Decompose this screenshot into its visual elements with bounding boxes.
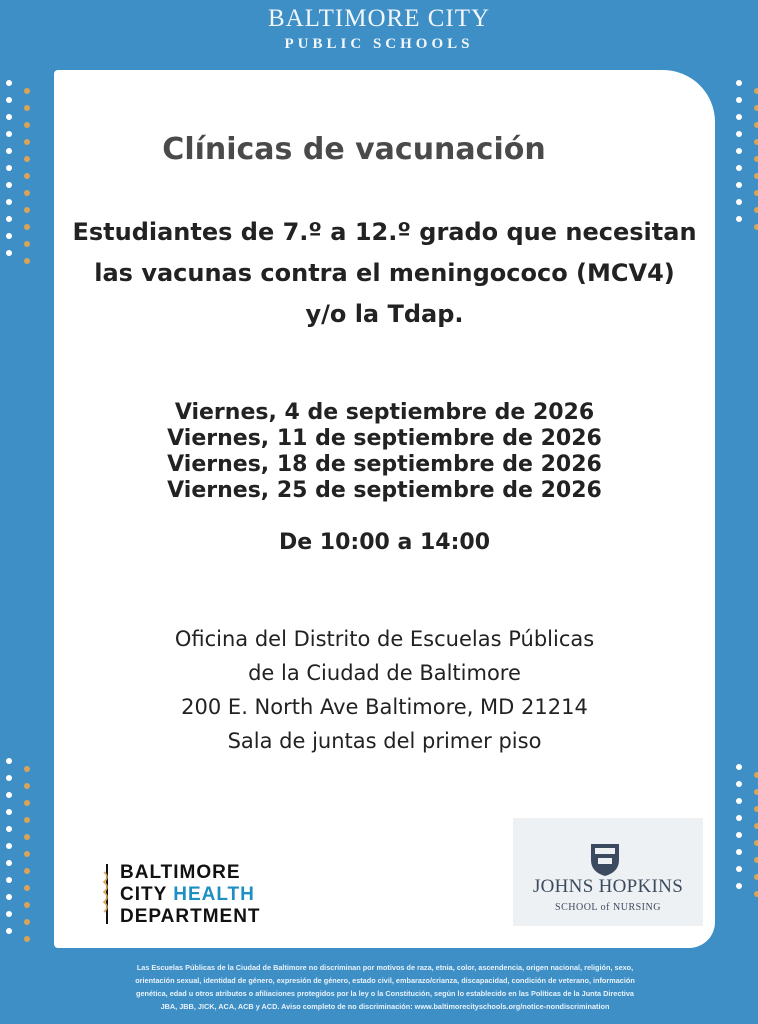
decorative-dot — [754, 823, 758, 829]
location-line: de la Ciudad de Baltimore — [248, 661, 521, 685]
nondiscrimination-notice — [60, 961, 710, 1013]
flyer-card — [54, 70, 715, 948]
location-line: 200 E. North Ave Baltimore, MD 21214 — [181, 695, 588, 719]
decorative-dot — [754, 122, 758, 128]
decorative-dot — [736, 114, 742, 120]
decorative-dot — [24, 902, 30, 908]
decorative-dot — [6, 80, 12, 86]
decorative-dot — [736, 883, 742, 889]
decorative-dot — [24, 834, 30, 840]
decorative-dot — [24, 783, 30, 789]
notice-line: genética, edad u otros atributos o afiliaciones protegidos por la ley o la Constitución, según lo establecido en las Políticas de la Junta Directiva — [136, 989, 634, 998]
clinic-location — [54, 622, 715, 758]
decorative-dot — [24, 190, 30, 196]
decorative-dot — [24, 122, 30, 128]
decorative-dot — [6, 182, 12, 188]
decorative-dot — [754, 139, 758, 145]
decorative-dot — [736, 165, 742, 171]
decorative-dot — [736, 781, 742, 787]
decorative-dot — [6, 97, 12, 103]
decorative-dot — [6, 860, 12, 866]
flyer-subtitle — [54, 212, 715, 335]
subtitle-line: Estudiantes de 7.º a 12.º grado que necesitan — [72, 218, 697, 246]
decorative-dot — [736, 97, 742, 103]
subtitle-line: las vacunas contra el meningococo (MCV4) — [94, 259, 675, 287]
decorative-dot — [24, 207, 30, 213]
decorative-dot — [24, 105, 30, 111]
decorative-dot — [24, 868, 30, 874]
bchd-health: HEALTH — [173, 884, 255, 905]
notice-line: orientación sexual, identidad de género, expresión de género, estado civil, embarazo/crianza, discapacidad, condición de veterano, información — [135, 976, 635, 985]
decorative-dots-right-bottom — [732, 764, 758, 914]
decorative-dot — [24, 766, 30, 772]
decorative-dot — [736, 764, 742, 770]
decorative-dot — [6, 216, 12, 222]
bchd-city: CITY — [120, 884, 174, 905]
decorative-dot — [754, 190, 758, 196]
decorative-dot — [24, 258, 30, 264]
jhu-name: JOHNS HOPKINS — [532, 876, 684, 897]
clinic-time: De 10:00 a 14:00 — [278, 530, 491, 555]
decorative-dot — [6, 843, 12, 849]
decorative-dot — [754, 857, 758, 863]
decorative-dot — [24, 156, 30, 162]
decorative-dot — [6, 809, 12, 815]
decorative-dot — [24, 936, 30, 942]
decorative-dots-left-bottom — [2, 758, 30, 948]
decorative-dot — [736, 815, 742, 821]
decorative-dot — [6, 199, 12, 205]
decorative-dot — [24, 800, 30, 806]
location-line: Sala de juntas del primer piso — [227, 729, 542, 753]
decorative-dot — [6, 131, 12, 137]
decorative-dot — [754, 173, 758, 179]
decorative-dot — [6, 148, 12, 154]
decorative-dot — [736, 216, 742, 222]
location-line: Oficina del Distrito de Escuelas Públicas — [174, 627, 595, 651]
decorative-dot — [6, 250, 12, 256]
decorative-dot — [736, 866, 742, 872]
subtitle-line: y/o la Tdap. — [305, 300, 464, 328]
decorative-dot — [24, 885, 30, 891]
decorative-dot — [6, 877, 12, 883]
decorative-dot — [736, 148, 742, 154]
johns-hopkins-nursing-logo — [513, 818, 703, 926]
notice-line: JBA, JBB, JICK, ACA, ACB y ACD. Aviso completo de no discriminación: www.baltimorecityschools.org/notice-nondiscrimination — [160, 1002, 610, 1011]
decorative-dot — [24, 919, 30, 925]
decorative-dot — [736, 798, 742, 804]
decorative-dot — [754, 105, 758, 111]
decorative-dot — [6, 894, 12, 900]
bchd-line3: DEPARTMENT — [120, 906, 261, 927]
decorative-dot — [754, 840, 758, 846]
bcps-logo-header — [0, 4, 758, 54]
decorative-dot — [6, 165, 12, 171]
decorative-dot — [6, 792, 12, 798]
shield-icon — [589, 842, 621, 878]
decorative-dot — [754, 224, 758, 230]
decorative-dot — [754, 207, 758, 213]
decorative-dots-left-top — [2, 80, 30, 270]
decorative-dots-right-top — [732, 80, 758, 250]
date-item: Viernes, 25 de septiembre de 2026 — [167, 478, 602, 503]
decorative-dot — [736, 131, 742, 137]
notice-line: Las Escuelas Públicas de la Ciudad de Baltimore no discriminan por motivos de raza, etnia, color, ascendencia, origen nacional, religión, sexo, — [136, 963, 634, 972]
decorative-dot — [754, 772, 758, 778]
decorative-dot — [736, 182, 742, 188]
bchd-line1: BALTIMORE — [120, 862, 241, 883]
caduceus-icon — [103, 864, 111, 924]
decorative-dot — [6, 233, 12, 239]
decorative-dot — [736, 832, 742, 838]
decorative-dot — [24, 173, 30, 179]
decorative-dot — [24, 139, 30, 145]
decorative-dot — [24, 817, 30, 823]
flyer-title: Clínicas de vacunación — [162, 132, 546, 167]
jhu-sub: SCHOOL of NURSING — [555, 902, 661, 913]
decorative-dot — [6, 114, 12, 120]
decorative-dot — [736, 80, 742, 86]
clinic-dates — [54, 400, 715, 504]
decorative-dot — [736, 849, 742, 855]
date-item: Viernes, 4 de septiembre de 2026 — [174, 400, 595, 425]
decorative-dot — [24, 224, 30, 230]
header-line2: PUBLIC SCHOOLS — [284, 36, 474, 52]
decorative-dot — [754, 874, 758, 880]
decorative-dot — [24, 851, 30, 857]
decorative-dot — [754, 789, 758, 795]
decorative-dot — [6, 775, 12, 781]
decorative-dot — [754, 88, 758, 94]
date-item: Viernes, 11 de septiembre de 2026 — [167, 426, 602, 451]
decorative-dot — [754, 891, 758, 897]
date-item: Viernes, 18 de septiembre de 2026 — [167, 452, 602, 477]
header-line1: BALTIMORE CITY — [267, 5, 491, 32]
decorative-dot — [736, 199, 742, 205]
decorative-dot — [6, 758, 12, 764]
decorative-dot — [24, 88, 30, 94]
decorative-dot — [6, 928, 12, 934]
decorative-dot — [6, 911, 12, 917]
baltimore-health-department-logo — [103, 860, 273, 930]
bchd-line2 — [120, 884, 255, 906]
decorative-dot — [24, 241, 30, 247]
decorative-dot — [754, 156, 758, 162]
decorative-dot — [754, 806, 758, 812]
decorative-dot — [6, 826, 12, 832]
